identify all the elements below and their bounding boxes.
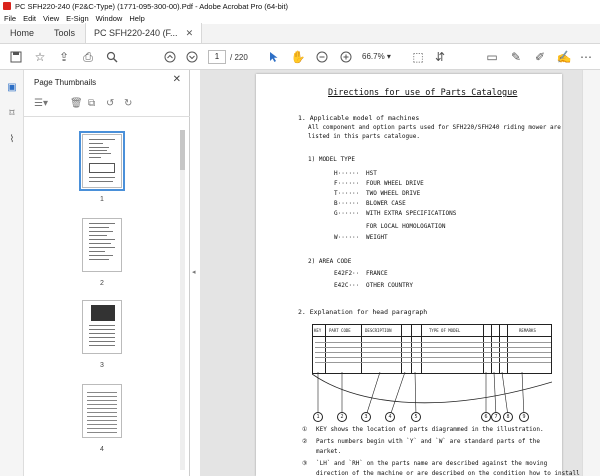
close-icon[interactable]: ✕ [185,27,194,38]
callout-1: 1 [313,412,323,422]
pdf-section-2-heading: 2. Explanation for head paragraph [298,308,428,316]
page-thumbnail-label: 1 [100,196,104,203]
save-icon[interactable] [8,49,24,65]
page-up-icon[interactable] [162,49,178,65]
pdf-note-text: `LH` and `RH` on the parts name are described against the moving [316,460,548,467]
document-viewer [200,70,600,476]
delete-page-icon[interactable]: 🗑 [70,98,83,109]
right-rail [582,70,600,476]
chevron-down-icon: ▾ [386,52,391,61]
pdf-note-text: Parts numbers begin with `Y` and `W` are standard parts of the [316,438,540,445]
head-paragraph-diagram [312,324,552,374]
callout-7: 7 [491,412,501,422]
highlight-pen-icon[interactable]: ✎ [510,50,522,64]
pdf-note-text: KEY shows the location of parts diagrammed in the illustration. [316,426,544,433]
pdf-model-code: T······ [334,190,360,197]
pdf-title: Directions for use of Parts Catalogue [328,88,518,98]
search-icon[interactable] [104,49,120,65]
callout-4: 4 [385,412,395,422]
extract-page-icon[interactable]: ⧉ [88,98,96,109]
menu-window[interactable]: Window [95,13,123,23]
zoom-level-value: 66.7% [362,52,385,61]
tab-document-label: PC SFH220-240 (F... [94,28,178,38]
page-thumbnail-3[interactable] [82,300,122,354]
menu-file[interactable]: File [4,13,17,23]
print-icon[interactable]: ⎙ [83,49,93,64]
pdf-note-mark: ③ [302,460,308,467]
pdf-note-text: market. [316,448,342,455]
pdf-area-code-heading: 2) AREA CODE [308,258,352,265]
select-cursor-icon[interactable] [266,49,282,65]
thumbnails-panel [24,70,190,476]
close-panel-icon[interactable]: ✕ [172,74,181,85]
panel-divider [24,116,190,117]
pdf-body-line: listed in this parts catalogue. [308,133,420,140]
tab-bar [0,24,600,44]
title-bar [0,0,600,12]
upload-cloud-icon[interactable]: ⇪ [58,50,70,64]
pdf-model-code: F······ [334,180,360,187]
callout-3: 3 [361,412,371,422]
tab-tools[interactable]: Tools [54,28,76,38]
callout-5: 5 [411,412,421,422]
thumbnail-tools [32,96,182,112]
pdf-area-desc: OTHER COUNTRY [366,282,413,289]
undo-icon[interactable]: ↺ [106,98,115,109]
table-header-key: KEY [314,328,322,333]
thumbnail-scrollbar[interactable] [180,130,185,470]
page-down-icon[interactable] [184,49,200,65]
menu-edit[interactable]: Edit [23,13,37,23]
collapse-panel-icon[interactable]: ◂ [192,269,196,276]
page-fit-icon[interactable]: ⬚ [412,50,424,64]
callout-6: 6 [481,412,491,422]
panel-title: Page Thumbnails [34,78,97,87]
toolbar [0,44,600,70]
table-header-type-of-model: TYPE OF MODEL [429,328,461,333]
pdf-model-desc: FOR LOCAL HOMOLOGATION [366,223,446,230]
pdf-note-text: direction of the machine or are described on the condition how to install [316,470,580,476]
page-total: / 220 [230,53,248,62]
options-menu-icon[interactable]: ☰▾ [34,98,48,109]
page-thumbnail-1[interactable] [82,134,122,188]
star-icon[interactable]: ☆ [34,50,46,64]
pdf-model-desc: HST [366,170,377,177]
comment-icon[interactable]: ▭ [486,50,498,64]
more-icon[interactable]: ⋯ [580,50,592,64]
pdf-area-code: E42C··· [334,282,360,289]
menu-esign[interactable]: E-Sign [66,13,89,23]
page-thumbnail-label: 4 [100,446,104,453]
page-thumbnail-label: 3 [100,362,104,369]
page-thumbnail-4[interactable] [82,384,122,438]
pdf-model-code: G······ [334,210,360,217]
pdf-page [256,74,580,476]
table-header-part-code: PART CODE [329,328,351,333]
table-header-remarks: REMARKS [519,328,536,333]
pdf-model-code: H······ [334,170,360,177]
pdf-model-type-heading: 1) MODEL TYPE [308,156,355,163]
pdf-note-mark: ① [302,426,308,433]
redo-icon[interactable]: ↻ [124,98,133,109]
tab-document[interactable] [85,23,202,43]
pdf-area-desc: FRANCE [366,270,388,277]
page-number-input[interactable]: 1 [208,50,226,64]
pdf-model-desc: WITH EXTRA SPECIFICATIONS [366,210,457,217]
scroll-mode-icon[interactable]: ⇵ [434,50,446,64]
callout-9: 9 [519,412,529,422]
window-title: PC SFH220-240 (F2&C-Type) (1771-095-300-00).Pdf - Adobe Acrobat Pro (64-bit) [15,1,289,11]
zoom-out-icon[interactable] [314,49,330,65]
bookmark-icon[interactable]: ⌑ [9,108,15,119]
callout-8: 8 [503,412,513,422]
pdf-model-desc: BLOWER CASE [366,200,406,207]
zoom-level-select[interactable] [362,50,396,64]
draw-icon[interactable]: ✐ [534,50,546,64]
pdf-section-1-heading: 1. Applicable model of machines [298,114,420,122]
hand-tool-icon[interactable]: ✋ [290,50,306,64]
menu-view[interactable]: View [43,13,60,23]
left-rail [0,70,24,476]
attachment-icon[interactable]: ⌇ [9,134,15,145]
pdf-model-code: W······ [334,234,360,241]
acrobat-logo-icon [3,2,11,10]
pdf-body-line: All component and option parts used for SFH220/SFH240 riding mower are [308,124,561,131]
pdf-model-desc: WEIGHT [366,234,388,241]
pdf-model-desc: FOUR WHEEL DRIVE [366,180,424,187]
callout-2: 2 [337,412,347,422]
fill-sign-icon[interactable]: ✍ [556,50,572,64]
page-thumbnail-label: 2 [100,280,104,287]
diagram-leader-lines [312,372,552,422]
zoom-in-icon[interactable] [338,49,354,65]
page-thumbnails-icon[interactable]: ▣ [7,82,17,93]
pdf-note-mark: ② [302,438,308,445]
pdf-model-code: B······ [334,200,360,207]
pdf-model-desc: TWO WHEEL DRIVE [366,190,421,197]
table-header-description: DESCRIPTION [365,328,392,333]
pdf-area-code: E42F2·· [334,270,360,277]
page-thumbnail-2[interactable] [82,218,122,272]
menu-help[interactable]: Help [129,13,145,23]
tab-home[interactable]: Home [10,28,35,38]
